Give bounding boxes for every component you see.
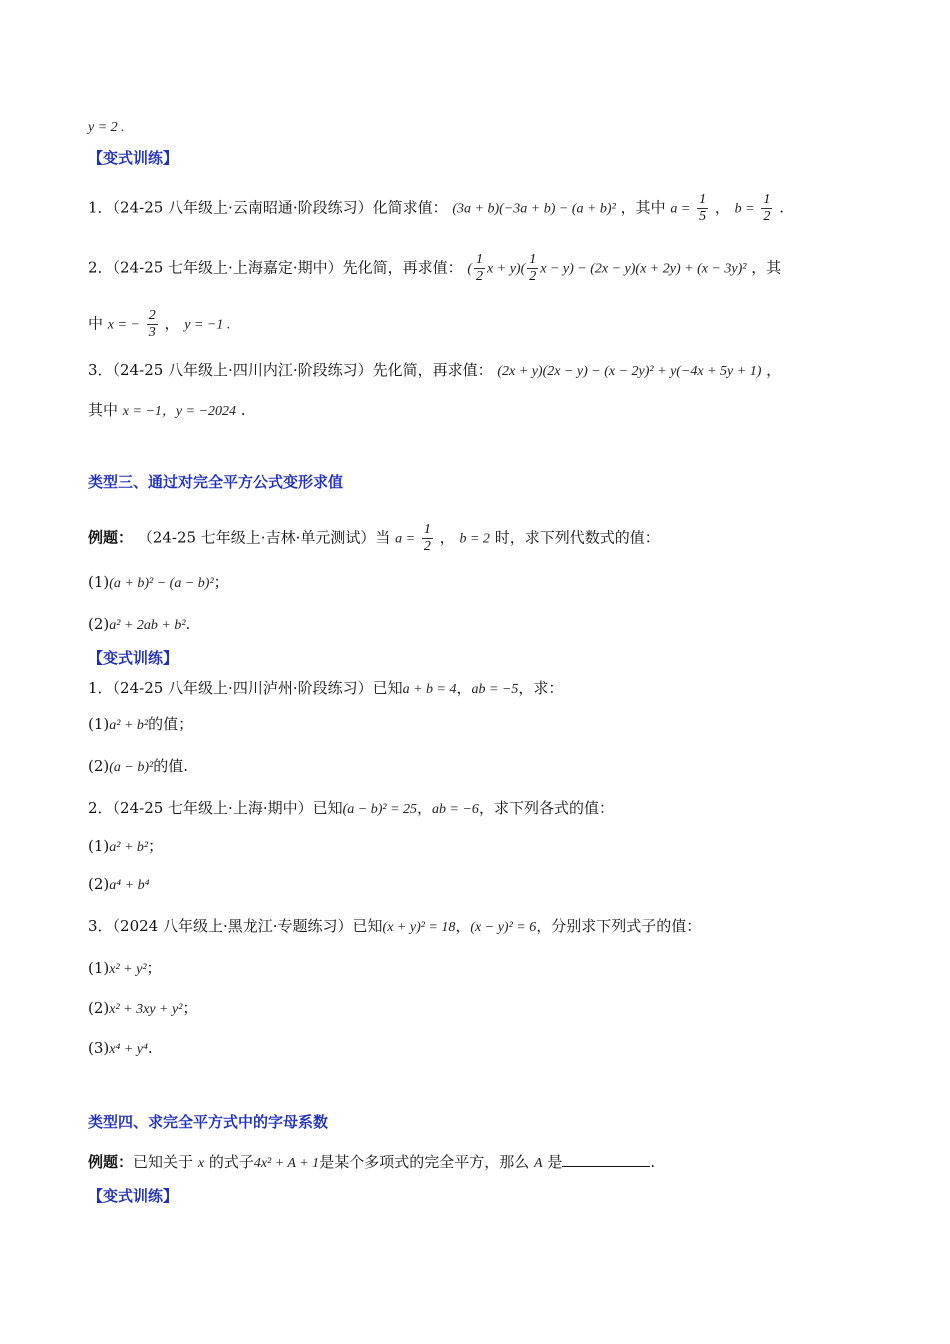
problem-text: 中	[88, 314, 104, 333]
math-expression: ab = −5	[471, 682, 519, 697]
problem-text: .	[185, 615, 191, 633]
math-expression: x² + y²	[109, 962, 147, 977]
math-expression: (2x + y)(2x − y) − (x − 2y)² + y(−4x + 5y + 1)	[497, 364, 762, 379]
example-label: 例题：	[88, 528, 134, 547]
math-expression: a =	[670, 201, 691, 217]
problem-text: 1．（24-25 八年级上·四川泸州·阶段练习）已知	[88, 679, 403, 697]
problem-text: ，	[456, 679, 472, 697]
example-3	[88, 522, 660, 555]
math-expression: (3a + b)(−3a + b) − (a + b)²	[452, 201, 616, 217]
problem-3	[88, 358, 781, 384]
math-expression: x = −	[107, 317, 140, 333]
math-expression: (a + b)² − (a − b)²	[109, 576, 214, 591]
fraction	[147, 308, 158, 341]
practice-heading: 【变式训练】	[88, 649, 179, 667]
problem-text: 3．（2024 八年级上·黑龙江·专题练习）已知	[88, 917, 383, 935]
math-expression: (x − y)² = 6	[470, 920, 537, 935]
practice-1	[88, 676, 563, 702]
sub-number: (1)	[88, 959, 110, 977]
problem-text: ，其中	[620, 198, 666, 217]
problem-text: 3．（24-25 八年级上·四川内江·阶段练习）先化简，再求值：	[88, 361, 493, 379]
sub-number: (2)	[88, 875, 110, 893]
problem-text: ，分别求下列式子的值：	[536, 917, 702, 935]
problem-text: ；	[148, 837, 164, 855]
problem-text: （24-25 七年级上·吉林·单元测试）当	[137, 528, 391, 547]
denominator: 2	[529, 269, 537, 284]
problem-text: ，	[439, 528, 455, 547]
fraction	[761, 192, 772, 225]
problem-text: 是	[547, 1153, 563, 1171]
problem-text: ；	[146, 959, 162, 977]
problem-text: ，	[714, 198, 730, 217]
problem-text: ，	[455, 917, 471, 935]
math-expression: a + b = 4	[402, 682, 457, 697]
denominator: 2	[763, 209, 771, 224]
math-expression: (a − b)²	[109, 760, 154, 775]
math-expression: x² + 3xy + y²	[109, 1002, 183, 1017]
problem-text: 其中	[88, 401, 119, 419]
math-expression: b =	[734, 201, 755, 217]
math-expression: b = 2	[459, 531, 490, 547]
fraction	[697, 192, 708, 225]
denominator: 3	[148, 325, 156, 340]
problem-text: 是某个多项式的完全平方，那么	[319, 1153, 530, 1171]
fraction	[474, 252, 485, 285]
math-expression: x − y) − (2x − y)(x + 2y) + (x − 3y)²	[540, 261, 747, 277]
practice-heading: 【变式训练】	[88, 1187, 179, 1205]
problem-text: 已知关于	[133, 1153, 194, 1171]
math-expression: (x + y)² = 18	[382, 920, 456, 935]
problem-1	[88, 192, 784, 225]
problem-text: 2．（24-25 七年级上·上海嘉定·期中）先化简，再求值：	[88, 258, 463, 277]
numerator: 1	[423, 522, 431, 537]
fraction	[422, 522, 433, 555]
practice-3	[88, 914, 701, 940]
math-expression: a² + 2ab + b²	[109, 618, 186, 633]
sub-question-2	[88, 612, 190, 638]
sub-question-2	[88, 872, 149, 898]
math-expression: x + y)(	[487, 261, 526, 277]
section-heading-type-3: 类型三、通过对完全平方公式变形求值	[88, 473, 344, 491]
practice-heading: 【变式训练】	[88, 149, 179, 167]
problem-text: .	[147, 1039, 153, 1057]
answer-blank[interactable]	[562, 1150, 650, 1167]
sub-question-1	[88, 570, 229, 596]
math-expression: (a − b)² = 25	[342, 802, 418, 817]
denominator: 5	[699, 209, 707, 224]
math-expression: a =	[395, 531, 416, 547]
problem-text: 的值.	[153, 757, 188, 775]
sub-question-1	[88, 712, 193, 738]
math-expression: y = 2 .	[88, 120, 125, 135]
sub-number: (1)	[88, 573, 110, 591]
problem-text: ，	[164, 314, 180, 333]
sub-number: (2)	[88, 615, 110, 633]
practice-2	[88, 796, 614, 822]
problem-text: .	[240, 401, 246, 419]
sub-number: (1)	[88, 837, 110, 855]
math-expression: a² + b²	[109, 840, 149, 855]
problem-text: 的式子	[208, 1153, 254, 1171]
sub-number: (2)	[88, 757, 110, 775]
sub-question-1	[88, 956, 162, 982]
problem-text: ，	[417, 799, 433, 817]
sub-question-3	[88, 1036, 153, 1062]
math-expression: a² + b²	[109, 718, 149, 733]
problem-2-cont	[88, 308, 230, 341]
math-expression: a⁴ + b⁴	[109, 878, 150, 893]
math-expression: y = −1 .	[184, 317, 231, 333]
numerator: 1	[529, 252, 537, 267]
fraction	[527, 252, 538, 285]
sub-question-2	[88, 754, 188, 780]
sub-number: (1)	[88, 715, 110, 733]
denominator: 2	[476, 269, 484, 284]
numerator: 2	[148, 308, 156, 323]
numerator: 1	[763, 192, 771, 207]
math-expression: ab = −6	[432, 802, 479, 817]
problem-text: ，	[766, 361, 782, 379]
problem-text: 2．（24-25 七年级上·上海·期中）已知	[88, 799, 343, 817]
problem-text: ，其	[751, 258, 782, 277]
math-expression: 4x² + A + 1	[253, 1156, 320, 1171]
sub-question-1	[88, 834, 163, 860]
numerator: 1	[699, 192, 707, 207]
sub-question-2	[88, 996, 197, 1022]
problem-text: ；	[213, 573, 229, 591]
math-paren: (	[467, 261, 473, 277]
example-4	[88, 1150, 655, 1176]
example-label: 例题：	[88, 1153, 134, 1171]
answer-tail	[88, 114, 125, 140]
math-expression: x⁴ + y⁴	[109, 1042, 148, 1057]
problem-text: 的值；	[148, 715, 194, 733]
problem-3-cont	[88, 398, 246, 424]
sub-number: (2)	[88, 999, 110, 1017]
problem-text: ；	[182, 999, 198, 1017]
problem-text: ，求：	[518, 679, 564, 697]
problem-text: .	[779, 198, 784, 217]
problem-text: 时，求下列代数式的值：	[494, 528, 660, 547]
problem-text: 1．（24-25 八年级上·云南昭通·阶段练习）化简求值：	[88, 198, 448, 217]
problem-text: ，求下列各式的值：	[478, 799, 614, 817]
variable-x: x	[197, 1156, 205, 1171]
math-expression: x = −1，y = −2024	[122, 404, 237, 419]
section-heading-type-4: 类型四、求完全平方式中的字母系数	[88, 1113, 329, 1131]
problem-text: .	[650, 1153, 656, 1171]
problem-2	[88, 252, 781, 285]
variable-A: A	[533, 1156, 543, 1171]
denominator: 2	[423, 539, 431, 554]
numerator: 1	[476, 252, 484, 267]
sub-number: (3)	[88, 1039, 110, 1057]
